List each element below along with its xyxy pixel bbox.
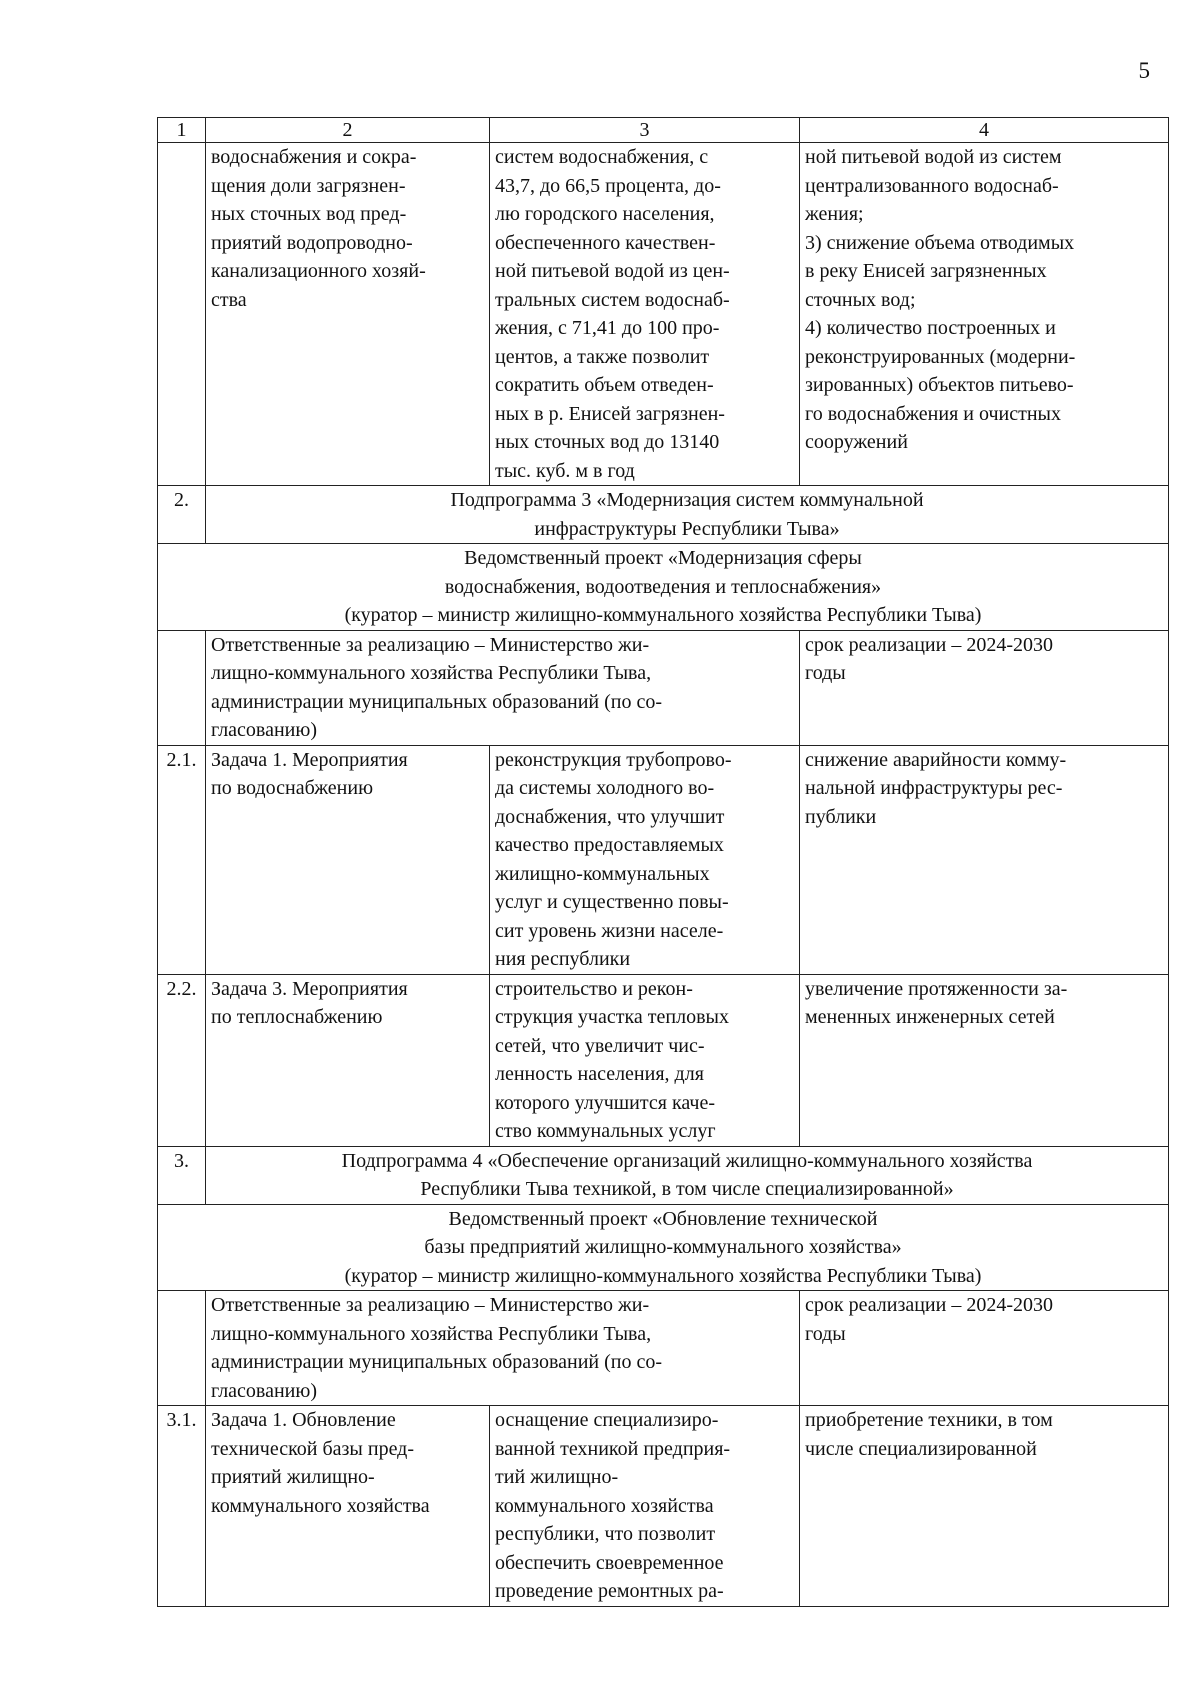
- text-line: реконструкция трубопрово-: [495, 748, 732, 771]
- text-line: годы: [805, 1322, 846, 1345]
- text-line: тий жилищно-: [495, 1466, 619, 1488]
- continuation-row: [158, 143, 1169, 486]
- text-line: Ответственные за реализацию – Министерство жи-: [211, 633, 650, 656]
- text-line: обеспечить своевременное: [495, 1551, 724, 1574]
- text-line: струкция участка тепловых: [495, 1006, 729, 1028]
- row-number: 3.1.: [158, 1406, 206, 1607]
- text-line: годы: [805, 662, 846, 684]
- responsible-4-row: [158, 1291, 1169, 1406]
- text-line: да системы холодного во-: [495, 777, 715, 799]
- page-number: 5: [1138, 58, 1150, 83]
- text-line: систем водоснабжения, с: [495, 146, 709, 168]
- text-line: приобретение техники, в том: [805, 1409, 1053, 1431]
- program-table: [157, 117, 1169, 1607]
- project-title: [158, 1204, 1169, 1291]
- task-cell: [206, 143, 490, 486]
- row-number: 2.2.: [158, 974, 206, 1146]
- text-line: ных в р. Енисей загрязнен-: [495, 402, 725, 425]
- text-line: ванной техникой предприя-: [495, 1437, 731, 1460]
- row-number: 2.: [158, 486, 206, 544]
- text-line: ства: [211, 288, 247, 311]
- text-line: ных сточных вод пред-: [211, 203, 407, 225]
- text-line: сократить объем отведен-: [495, 374, 714, 396]
- text-line: сооружений: [805, 431, 908, 453]
- col-3-header: 3: [490, 118, 800, 143]
- text-line: администрации муниципальных образований (по со-: [211, 690, 663, 713]
- text-line: увеличение протяженности за-: [805, 977, 1068, 1000]
- responsible-cell: [206, 1291, 800, 1406]
- text-line: строительство и рекон-: [495, 977, 693, 1000]
- indicator-cell: [800, 143, 1169, 486]
- project-3-row: [158, 544, 1169, 631]
- text-line: жилищно-коммунальных: [495, 862, 710, 885]
- text-line: ленность населения, для: [495, 1063, 704, 1085]
- col-1-header: 1: [158, 118, 206, 143]
- result-cell: [490, 143, 800, 486]
- text-line: лищно-коммунального хозяйства Республики Тыва,: [211, 662, 652, 684]
- text-line: тыс. куб. м в год: [495, 459, 635, 482]
- text-line: обеспеченного качествен-: [495, 231, 716, 254]
- text-line: гласованию): [211, 1379, 317, 1402]
- indicator-cell: [800, 1406, 1169, 1607]
- text-line: ство коммунальных услуг: [495, 1120, 716, 1142]
- subprogram-title: [206, 486, 1169, 544]
- column-number-row: [158, 118, 1169, 143]
- project-4-row: [158, 1204, 1169, 1291]
- result-cell: [490, 1406, 800, 1607]
- col-4-header: 4: [800, 118, 1169, 143]
- result-cell: [490, 745, 800, 974]
- text-line: канализационного хозяй-: [211, 260, 426, 282]
- text-line: качество предоставляемых: [495, 834, 724, 856]
- responsible-cell: [206, 630, 800, 745]
- text-line: реконструированных (модерни-: [805, 345, 1076, 368]
- subprogram-4-row: [158, 1146, 1169, 1204]
- row-number: 2.1.: [158, 745, 206, 974]
- text-line: Ведомственный проект «Модернизация сферы: [464, 547, 862, 569]
- text-line: Подпрограмма 4 «Обеспечение организаций жилищно-коммунального хозяйства: [341, 1149, 1033, 1172]
- text-line: тральных систем водоснаб-: [495, 288, 730, 311]
- text-line: ния республики: [495, 948, 631, 970]
- row-number: [158, 143, 206, 486]
- text-line: снижение аварийности комму-: [805, 748, 1067, 771]
- text-line: базы предприятий жилищно-коммунального хозяйства»: [424, 1236, 902, 1258]
- text-line: 43,7, до 66,5 процента, до-: [495, 174, 721, 197]
- text-line: публики: [805, 805, 877, 828]
- row-number: [158, 1291, 206, 1406]
- text-line: Республики Тыва техникой, в том числе специализированной»: [420, 1178, 954, 1200]
- text-line: коммунального хозяйства: [495, 1494, 714, 1517]
- text-line: ной питьевой водой из цен-: [495, 260, 730, 282]
- term-cell: [800, 1291, 1169, 1406]
- text-line: (куратор – министр жилищно-коммунального хозяйства Республики Тыва): [344, 1264, 982, 1287]
- project-title: [158, 544, 1169, 631]
- result-cell: [490, 974, 800, 1146]
- text-line: оснащение специализиро-: [495, 1409, 719, 1431]
- text-line: щения доли загрязнен-: [211, 174, 406, 197]
- text-line: нальной инфраструктуры рес-: [805, 777, 1063, 799]
- text-line: по водоснабжению: [211, 777, 374, 799]
- col-2-header: 2: [206, 118, 490, 143]
- text-line: Ведомственный проект «Обновление технической: [448, 1207, 878, 1230]
- text-line: коммунального хозяйства: [211, 1494, 430, 1517]
- subprogram-title: [206, 1146, 1169, 1204]
- text-line: гласованию): [211, 719, 317, 741]
- text-line: сетей, что увеличит чис-: [495, 1034, 705, 1057]
- text-line: Задача 1. Мероприятия: [211, 748, 408, 771]
- text-line: приятий жилищно-: [211, 1466, 375, 1488]
- text-line: сточных вод;: [805, 288, 916, 311]
- task-cell: [206, 974, 490, 1146]
- text-line: доснабжения, что улучшит: [495, 805, 725, 828]
- text-line: централизованного водоснаб-: [805, 174, 1059, 197]
- text-line: Подпрограмма 3 «Модернизация систем коммунальной: [450, 489, 924, 511]
- task-cell: [206, 1406, 490, 1607]
- text-line: жения, с 71,41 до 100 про-: [495, 317, 720, 339]
- text-line: срок реализации – 2024-2030: [805, 1294, 1053, 1316]
- row-number: [158, 630, 206, 745]
- text-line: инфраструктуры Республики Тыва»: [534, 517, 840, 540]
- text-line: ных сточных вод до 13140: [495, 431, 720, 453]
- term-cell: [800, 630, 1169, 745]
- subprogram-3-row: [158, 486, 1169, 544]
- text-line: жения;: [805, 203, 864, 225]
- text-line: технической базы пред-: [211, 1437, 415, 1460]
- text-line: республики, что позволит: [495, 1523, 716, 1545]
- text-line: водоснабжения и сокра-: [211, 146, 417, 168]
- text-line: Задача 3. Мероприятия: [211, 977, 408, 1000]
- text-line: 4) количество построенных и: [805, 317, 1056, 339]
- task-2-2-row: [158, 974, 1169, 1146]
- text-line: Ответственные за реализацию – Министерство жи-: [211, 1294, 650, 1316]
- text-line: зированных) объектов питьево-: [805, 374, 1074, 396]
- text-line: приятий водопроводно-: [211, 231, 413, 254]
- row-number: 3.: [158, 1146, 206, 1204]
- text-line: сит уровень жизни населе-: [495, 919, 724, 942]
- text-line: лищно-коммунального хозяйства Республики Тыва,: [211, 1322, 652, 1345]
- text-line: водоснабжения, водоотведения и теплоснабжения»: [444, 575, 882, 598]
- text-line: мененных инженерных сетей: [805, 1006, 1055, 1028]
- text-line: которого улучшится каче-: [495, 1091, 716, 1114]
- text-line: по теплоснабжению: [211, 1006, 383, 1028]
- text-line: числе специализированной: [805, 1437, 1037, 1460]
- task-3-1-row: [158, 1406, 1169, 1607]
- text-line: центов, а также позволит: [495, 345, 710, 368]
- text-line: го водоснабжения и очистных: [805, 402, 1061, 425]
- text-line: услуг и существенно повы-: [495, 891, 729, 913]
- text-line: 3) снижение объема отводимых: [805, 231, 1075, 254]
- text-line: (куратор – министр жилищно-коммунального хозяйства Республики Тыва): [344, 604, 982, 626]
- text-line: проведение ремонтных ра-: [495, 1580, 724, 1602]
- text-line: ной питьевой водой из систем: [805, 146, 1062, 168]
- text-line: лю городского населения,: [495, 203, 715, 225]
- task-cell: [206, 745, 490, 974]
- indicator-cell: [800, 974, 1169, 1146]
- indicator-cell: [800, 745, 1169, 974]
- text-line: администрации муниципальных образований (по со-: [211, 1351, 663, 1373]
- text-line: Задача 1. Обновление: [211, 1409, 396, 1431]
- text-line: в реку Енисей загрязненных: [805, 260, 1047, 282]
- responsible-3-row: [158, 630, 1169, 745]
- text-line: срок реализации – 2024-2030: [805, 633, 1053, 656]
- task-2-1-row: [158, 745, 1169, 974]
